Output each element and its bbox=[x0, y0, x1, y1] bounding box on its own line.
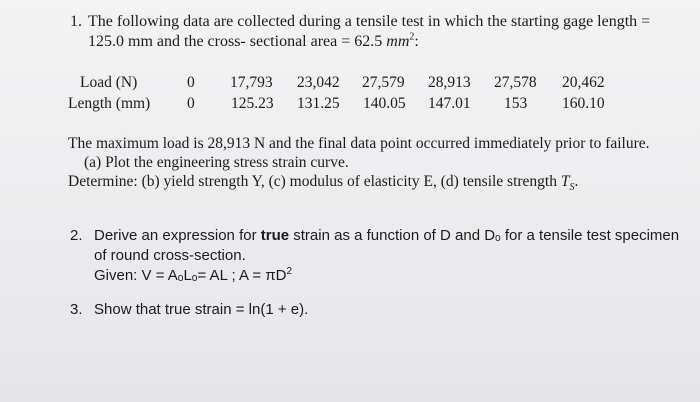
part-a: (a) Plot the engineering stress strain curve. bbox=[84, 154, 349, 171]
given-text: Given: V = AₒLₒ= AL ; A = πD bbox=[94, 267, 287, 284]
question-3-number: 3. bbox=[70, 301, 83, 318]
question-1-instructions bbox=[68, 134, 688, 197]
load-value: 23,042 bbox=[297, 74, 340, 91]
derive-text: Derive an expression for bbox=[94, 227, 261, 244]
gage-area-text: 125.0 mm and the cross- sectional area = 62.5 bbox=[88, 33, 387, 50]
area-unit-exponent: 2 bbox=[409, 31, 415, 43]
period: . bbox=[574, 173, 579, 190]
length-value: 160.10 bbox=[562, 95, 605, 112]
true-bold: true bbox=[260, 227, 290, 244]
max-load-statement: The maximum load is 28,913 N and the final data point occurred immediately prior to failure. bbox=[68, 135, 650, 152]
question-2-line-2: of round cross-section. bbox=[94, 247, 246, 264]
load-value: 0 bbox=[187, 74, 195, 91]
load-value: 20,462 bbox=[562, 74, 605, 91]
load-label: Load (N) bbox=[80, 74, 138, 91]
question-1-number: 1. bbox=[70, 13, 82, 30]
question-2 bbox=[70, 226, 688, 286]
question-1-line-1: The following data are collected during a tensile test in which the starting gage length = bbox=[88, 13, 651, 30]
area-unit: mm bbox=[386, 33, 410, 50]
determine-text: Determine: (b) yield strength Y, (c) modulus of elasticity E, (d) tensile strength bbox=[68, 173, 561, 190]
question-1 bbox=[70, 12, 688, 52]
length-value: 153 bbox=[504, 95, 528, 112]
colon: : bbox=[414, 33, 419, 50]
length-value: 0 bbox=[187, 95, 195, 112]
question-2-number: 2. bbox=[70, 227, 83, 244]
length-value: 147.01 bbox=[428, 95, 471, 112]
question-3-text: Show that true strain = ln(1 + e). bbox=[94, 301, 309, 318]
given-exponent: 2 bbox=[286, 266, 293, 277]
load-value: 27,579 bbox=[362, 74, 405, 91]
question-2-given bbox=[88, 266, 688, 286]
load-value: 17,793 bbox=[230, 74, 273, 91]
derive-text-rest: strain as a function of D and Dₒ for a tensile test specimen bbox=[289, 227, 680, 244]
length-value: 131.25 bbox=[297, 95, 340, 112]
question-2-line-1 bbox=[88, 226, 688, 246]
tensile-strength-subscript: S bbox=[569, 182, 575, 194]
load-value: 27,578 bbox=[494, 74, 537, 91]
length-value: 125.23 bbox=[231, 95, 274, 112]
question-1-line-2 bbox=[88, 32, 688, 52]
length-value: 140.05 bbox=[363, 95, 406, 112]
length-label: Length (mm) bbox=[68, 95, 151, 112]
load-value: 28,913 bbox=[428, 74, 471, 91]
tensile-strength-symbol: T bbox=[560, 173, 570, 190]
determine-line bbox=[68, 172, 688, 197]
question-3 bbox=[70, 300, 688, 320]
